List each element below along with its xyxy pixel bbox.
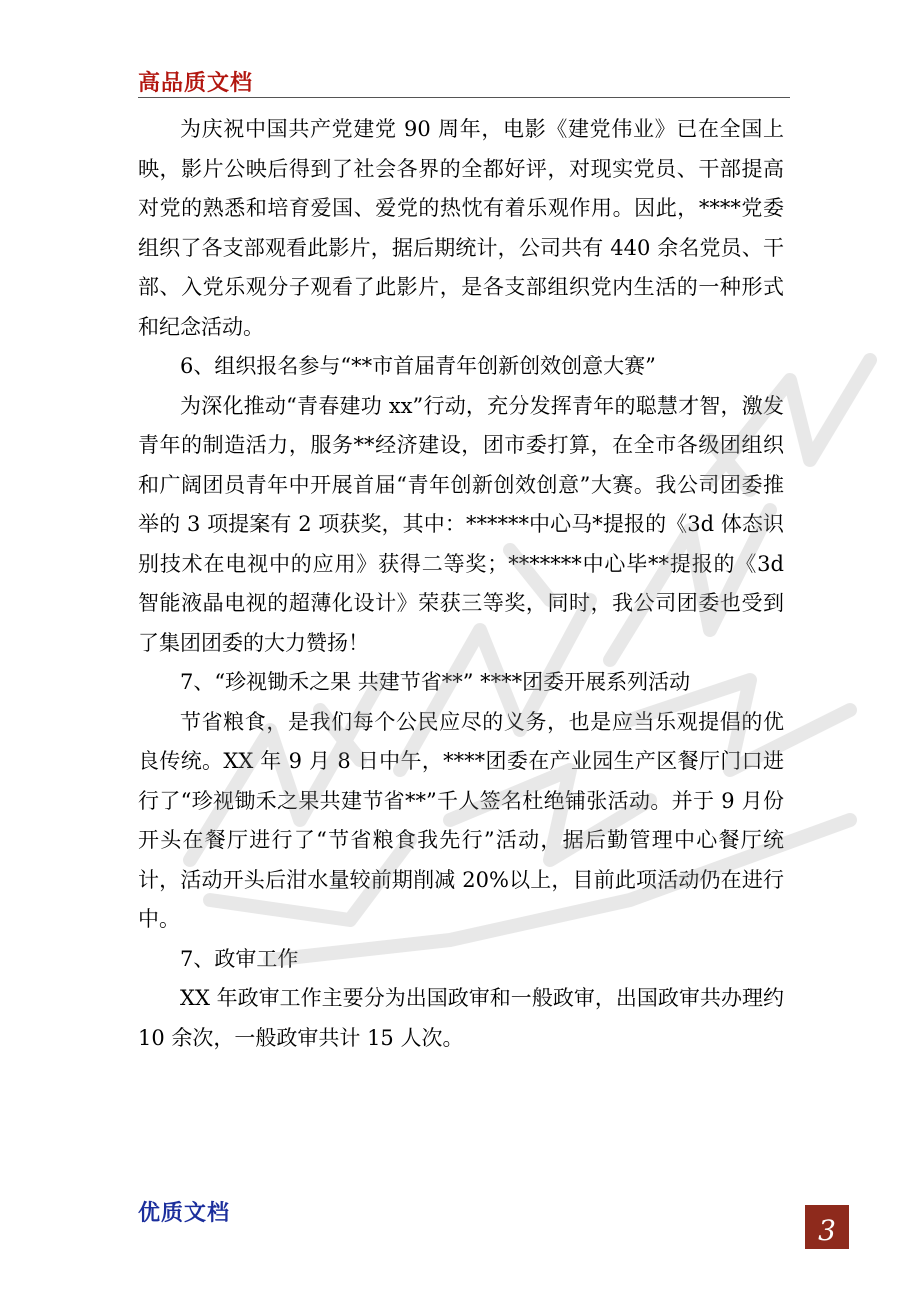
- paragraph: 为庆祝中国共产党建党 90 周年，电影《建党伟业》已在全国上映，影片公映后得到了社会各界的全都好评，对现实党员、干部提高对党的熟悉和培育爱国、爱党的热忱有着乐观作用。因此，****党委组织了各支部观看此影片，据后期统计，公司共有 440 余名党员、干部、入党乐观分子观看了此影片，是各支部组织党内生活的一种形式和纪念活动。: [138, 117, 784, 339]
- footer-title: 优质文档: [138, 1201, 231, 1226]
- header-divider: [138, 97, 790, 98]
- page-number: 3: [818, 1214, 836, 1247]
- page-number-badge: [805, 1205, 849, 1249]
- paragraph: 为深化推动“青春建功 xx”行动，充分发挥青年的聪慧才智，激发青年的制造活力，服务**经济建设，团市委打算，在全市各级团组织和广阔团员青年中开展首届“青年创新创效创意”大赛。我公司团委推举的 3 项提案有 2 项获奖，其中：******中心马*提报的《3d 体态识别技术在电视中的应用》获得二等奖；*******中心毕**提报的《3d 智能液晶电视的超薄化设计》荣获三等奖，同时，我公司团委也受到了集团团委的大力赞扬！: [138, 393, 784, 655]
- section-heading: 7、政审工作: [180, 946, 299, 971]
- section-heading: 6、组织报名参与“**市首届青年创新创效创意大赛”: [180, 354, 656, 378]
- header-title: 高品质文档: [138, 71, 254, 96]
- section-heading: 7、“珍视锄禾之果 共建节省**” ****团委开展系列活动: [180, 670, 691, 694]
- paragraph: XX 年政审工作主要分为出国政审和一般政审，出国政审共办理约 10 余次，一般政审共计 15 人次。: [138, 986, 784, 1050]
- paragraph: 节省粮食，是我们每个公民应尽的义务，也是应当乐观提倡的优良传统。XX 年 9 月 8 日中午，****团委在产业园生产区餐厅门口进行了“珍视锄禾之果共建节省**”千人签名杜绝铺张活动。并于 9 月份开头在餐厅进行了“节省粮食我先行”活动，据后勤管理中心餐厅统计，活动开头后泔水量较前期削减 20%以上，目前此项活动仍在进行中。: [138, 709, 784, 931]
- document-body: [138, 110, 784, 1058]
